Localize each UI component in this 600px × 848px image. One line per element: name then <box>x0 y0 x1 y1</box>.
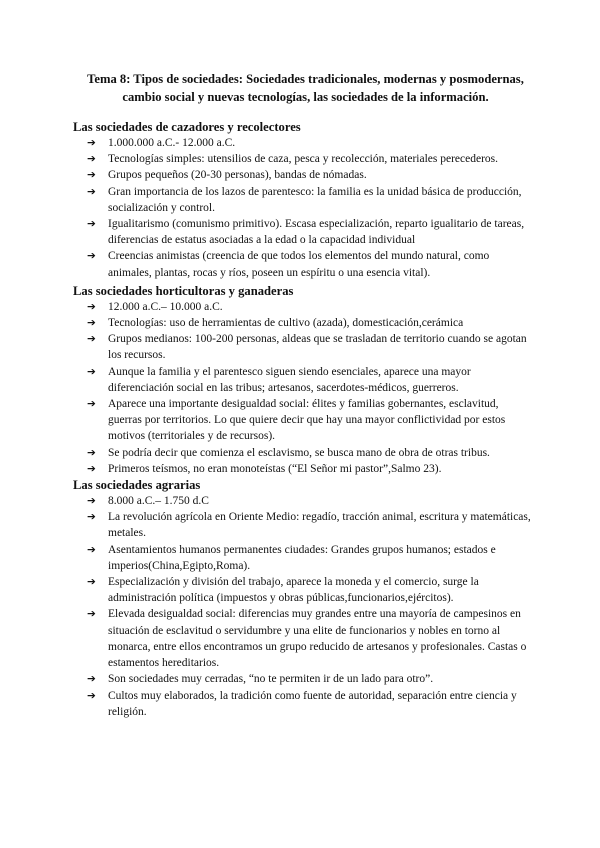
bullet-list <box>73 135 532 281</box>
list-item-text: Primeros teísmos, no eran monoteístas (“El Señor mi pastor”,Salmo 23). <box>108 462 442 475</box>
list-item <box>73 331 532 363</box>
list-item <box>73 216 532 248</box>
arrow-right-icon: ➔ <box>87 511 96 524</box>
list-item <box>73 445 532 461</box>
arrow-right-icon: ➔ <box>87 169 96 182</box>
list-item <box>73 299 532 315</box>
list-item-text: Son sociedades muy cerradas, “no te permiten ir de un lado para otro”. <box>108 673 434 686</box>
list-item <box>73 184 532 216</box>
list-item <box>73 315 532 331</box>
title-line-1: Tema 8: Tipos de sociedades: Sociedades tradicionales, modernas y posmodernas, <box>87 72 524 86</box>
arrow-right-icon: ➔ <box>87 333 96 346</box>
list-item-text: Creencias animistas (creencia de que todos los elementos del mundo natural, como animales, plantas, rocas y ríos, poseen un espíritu o una esencia vital). <box>108 250 490 279</box>
list-item-text: Tecnologías: uso de herramientas de cultivo (azada), domesticación,cerámica <box>108 317 464 330</box>
arrow-right-icon: ➔ <box>87 137 96 149</box>
list-item-text: Se podría decir que comienza el esclavismo, se busca mano de obra de otras tribus. <box>108 446 490 459</box>
arrow-right-icon: ➔ <box>87 673 96 686</box>
bullet-list <box>73 493 532 720</box>
list-item-text: La revolución agrícola en Oriente Medio: regadío, tracción animal, escritura y matemáticas, metales. <box>108 511 531 540</box>
section-heading: Las sociedades de cazadores y recolectores <box>73 120 301 134</box>
list-item-text: Especialización y división del trabajo, aparece la moneda y el comercio, surge la administración política (impuestos y obras públicas,funcionarios,ejércitos). <box>108 576 479 605</box>
arrow-right-icon: ➔ <box>87 250 96 263</box>
list-item-text: Cultos muy elaborados, la tradición como fuente de autoridad, separación entre ciencia y religión. <box>108 689 517 718</box>
list-item <box>73 606 532 671</box>
arrow-right-icon: ➔ <box>87 576 96 589</box>
list-item <box>73 364 532 396</box>
section-heading: Las sociedades agrarias <box>73 478 201 493</box>
list-item-text: Elevada desigualdad social: diferencias muy grandes entre una mayoría de campesinos en situación de esclavitud o servidumbre y una elite de funcionarios y nobles en torno al monarca, entre ellos encontramos un grupo reducido de artesanos y profesionales. Castas o estamentos hereditarios. <box>108 608 527 670</box>
arrow-right-icon: ➔ <box>87 398 96 411</box>
list-item-text: 8.000 a.C.– 1.750 d.C <box>108 495 209 508</box>
list-item-text: Asentamientos humanos permanentes ciudades: Grandes grupos humanos; estados e imperios(China,Egipto,Roma). <box>108 543 496 572</box>
title-line-2: cambio social y nuevas tecnologías, las sociedades de la información. <box>122 90 489 104</box>
arrow-right-icon: ➔ <box>87 317 96 330</box>
list-item <box>73 574 532 606</box>
list-item-text: Grupos pequeños (20-30 personas), bandas de nómadas. <box>108 169 367 182</box>
list-item <box>73 542 532 574</box>
list-item-text: Aparece una importante desigualdad social: élites y familias gobernantes, esclavitud, guerras por territorios. Lo que quiere decir que hay una mayor conflictividad por estos motivos (territoriales y de recursos). <box>108 398 506 443</box>
bullet-list <box>73 299 532 477</box>
list-item <box>73 167 532 183</box>
arrow-right-icon: ➔ <box>87 495 96 508</box>
section-las-sociedades-horticultoras-y-ganaderas <box>73 283 532 477</box>
list-item-text: 1.000.000 a.C.- 12.000 a.C. <box>108 137 236 149</box>
list-item-text: Aunque la familia y el parentesco siguen siendo esenciales, aparece una mayor diferenciación social en las tribus; artesanos, sacerdotes-médicos, guerreros. <box>108 365 471 394</box>
list-item <box>73 248 532 280</box>
sections-container <box>73 119 532 720</box>
list-item <box>73 671 532 687</box>
list-item <box>73 135 532 151</box>
document-title <box>73 70 532 106</box>
arrow-right-icon: ➔ <box>87 543 96 556</box>
list-item <box>73 151 532 167</box>
arrow-right-icon: ➔ <box>87 300 96 313</box>
list-item <box>73 688 532 720</box>
arrow-right-icon: ➔ <box>87 446 96 459</box>
list-item <box>73 396 532 445</box>
section-las-sociedades-de-cazadores-y-recolectores <box>73 119 532 281</box>
arrow-right-icon: ➔ <box>87 153 96 166</box>
section-las-sociedades-agrarias <box>73 477 532 720</box>
list-item-text: Igualitarismo (comunismo primitivo). Escasa especialización, reparto igualitario de tareas, diferencias de estatus asociadas a la edad o la capacidad individual <box>108 218 525 247</box>
list-item-text: Grupos medianos: 100-200 personas, aldeas que se trasladan de territorio cuando se agotan los recursos. <box>108 333 527 362</box>
arrow-right-icon: ➔ <box>87 185 96 198</box>
section-heading: Las sociedades horticultoras y ganaderas <box>73 283 294 298</box>
list-item-text: Tecnologías simples: utensilios de caza, pesca y recolección, materiales perecederos. <box>108 153 499 166</box>
arrow-right-icon: ➔ <box>87 462 96 475</box>
list-item <box>73 493 532 509</box>
arrow-right-icon: ➔ <box>87 689 96 702</box>
arrow-right-icon: ➔ <box>87 218 96 231</box>
list-item <box>73 461 532 477</box>
arrow-right-icon: ➔ <box>87 365 96 378</box>
list-item-text: Gran importancia de los lazos de parentesco: la familia es la unidad básica de producción, socialización y control. <box>108 185 522 214</box>
list-item <box>73 509 532 541</box>
list-item-text: 12.000 a.C.– 10.000 a.C. <box>108 300 223 313</box>
arrow-right-icon: ➔ <box>87 608 96 621</box>
